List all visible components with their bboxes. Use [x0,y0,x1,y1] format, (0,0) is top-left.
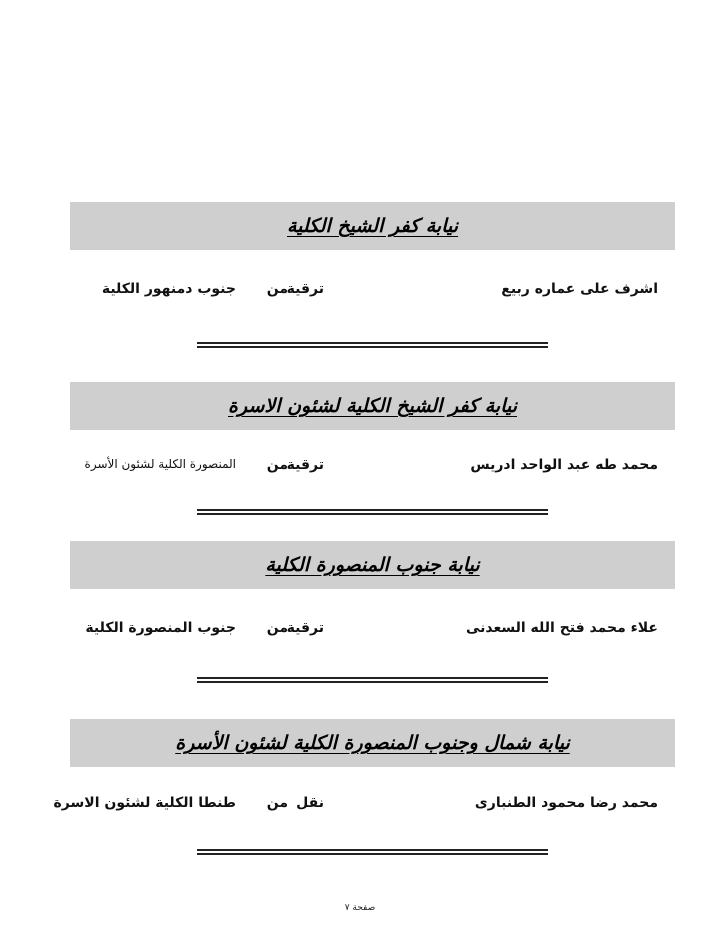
entry-row-3 [0,620,720,644]
entry-row-2 [0,457,720,481]
section-title: نيابة كفر الشيخ الكلية لشئون الاسرة [228,395,517,417]
from-label: من [266,620,288,636]
section-title: نيابة شمال وجنوب المنصورة الكلية لشئون الأسرة [175,732,570,754]
action-type: ترقية [286,281,324,297]
section-title: نيابة كفر الشيخ الكلية [286,215,459,237]
section-header-1 [70,202,675,250]
action-type: نقل [296,795,324,811]
entry-row-4 [0,795,720,819]
from-label: من [266,457,288,473]
destination: جنوب المنصورة الكلية [85,620,236,636]
person-name: محمد طه عبد الواحد ادريس [470,457,658,473]
from-label: من [266,795,288,811]
double-divider [197,342,548,348]
person-name: محمد رضا محمود الطنبارى [474,795,658,811]
destination: طنطا الكلية لشئون الاسرة [53,795,236,811]
from-label: من [266,281,288,297]
action-type: ترقية [286,620,324,636]
double-divider [197,849,548,855]
person-name: اشرف على عماره ربيع [501,281,658,297]
action-type: ترقية [286,457,324,473]
double-divider [197,677,548,683]
destination: المنصورة الكلية لشئون الأسرة [84,457,236,471]
person-name: علاء محمد فتح الله السعدنى [465,620,658,636]
section-header-2 [70,382,675,430]
double-divider [197,509,548,515]
section-header-4 [70,719,675,767]
entry-row-1 [0,281,720,305]
destination: جنوب دمنهور الكلية [101,281,236,297]
page-number: صفحة ٧ [344,903,376,913]
section-title: نيابة جنوب المنصورة الكلية [265,554,480,576]
section-header-3 [70,541,675,589]
